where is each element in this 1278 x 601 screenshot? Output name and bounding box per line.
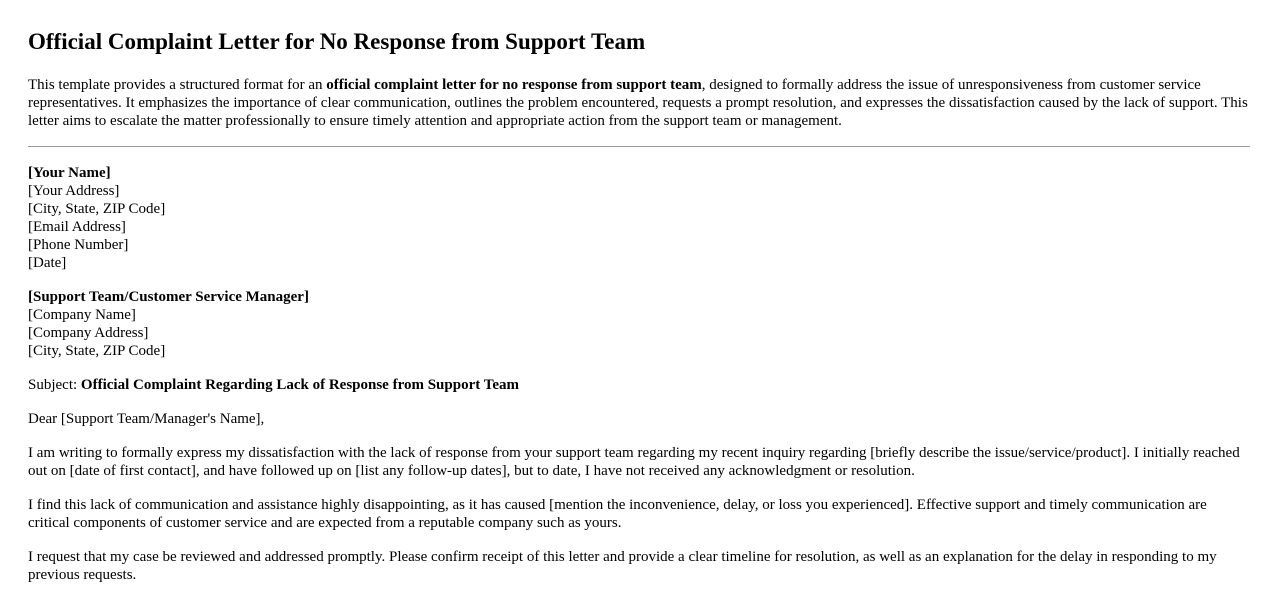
intro-text-before: This template provides a structured format for an — [28, 77, 327, 93]
recipient-company: [Company Name] — [28, 307, 136, 323]
sender-email: [Email Address] — [28, 219, 126, 235]
recipient-block — [28, 288, 1250, 360]
sender-date: [Date] — [28, 255, 67, 271]
body-paragraph-2: I find this lack of communication and assistance highly disappointing, as it has caused [mention the inconvenience, delay, or loss you experienced]. Effective support and timely communication are critical components of customer service and are expected from a reputable company such as yours. — [28, 497, 1207, 531]
intro-paragraph — [28, 76, 1250, 130]
salutation: Dear [Support Team/Manager's Name], — [28, 411, 265, 427]
sender-block — [28, 164, 1250, 272]
subject-text: Official Complaint Regarding Lack of Response from Support Team — [80, 377, 519, 393]
recipient-name: [Support Team/Customer Service Manager] — [28, 289, 309, 305]
intro-text-after: , designed to formally address the issue of unresponsiveness from customer service representatives. It emphasizes the importance of clear communication, outlines the problem encountered, requests a prompt resolution, and expresses the dissatisfaction caused by the lack of support. This letter aims to escalate the matter professionally to ensure timely attention and appropriate action from the support team or management. — [28, 77, 1248, 129]
body-paragraph-1: I am writing to formally express my dissatisfaction with the lack of response from your support team regarding my recent inquiry regarding [briefly describe the issue/service/product]. I initially reached out on [date of first contact], and have followed up on [list any follow-up dates], but to date, I have not received any acknowledgment or resolution. — [28, 445, 1240, 479]
sender-name: [Your Name] — [28, 165, 111, 181]
divider — [28, 146, 1250, 147]
page-title: Official Complaint Letter for No Response from Support Team — [28, 29, 646, 54]
sender-city: [City, State, ZIP Code] — [28, 201, 166, 217]
subject-label: Subject: — [28, 377, 81, 393]
sender-address: [Your Address] — [28, 183, 120, 199]
intro-bold-phrase: official complaint letter for no response from support team — [326, 77, 702, 93]
sender-phone: [Phone Number] — [28, 237, 129, 253]
recipient-city: [City, State, ZIP Code] — [28, 343, 166, 359]
subject-line — [28, 376, 1250, 394]
recipient-address: [Company Address] — [28, 325, 149, 341]
body-paragraph-3: I request that my case be reviewed and addressed promptly. Please confirm receipt of this letter and provide a clear timeline for resolution, as well as an explanation for the delay in responding to my previous requests. — [28, 549, 1217, 583]
